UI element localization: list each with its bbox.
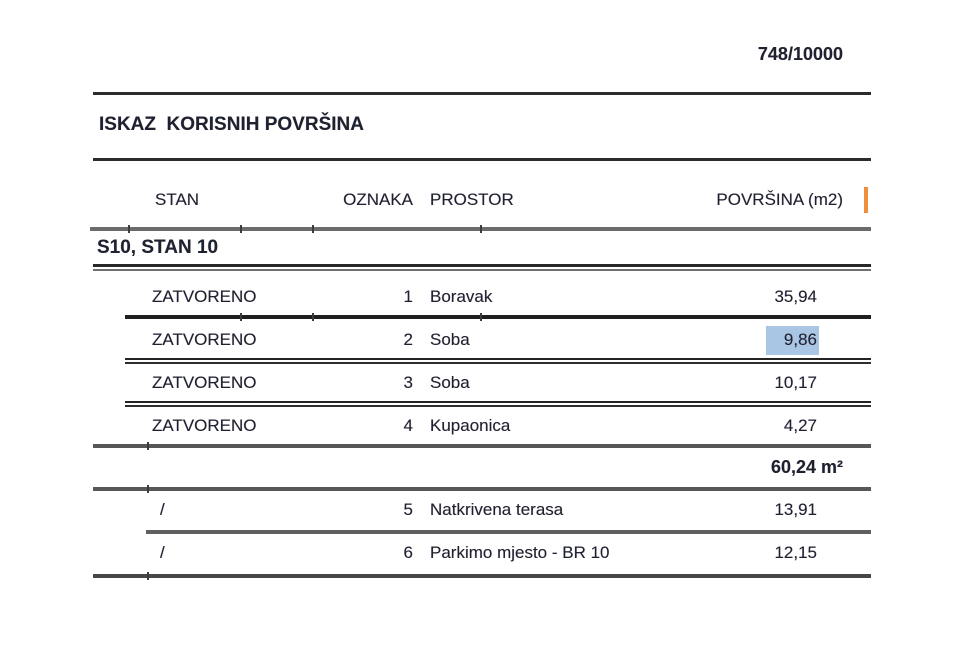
column-tick bbox=[480, 313, 482, 321]
clipped-text-marker bbox=[864, 187, 868, 213]
rule-below-title bbox=[93, 158, 871, 161]
cell-stan: ZATVORENO bbox=[152, 416, 257, 435]
cell-stan: ZATVORENO bbox=[152, 287, 257, 306]
document-number: 748/10000 bbox=[757, 44, 843, 64]
column-header-prostor: PROSTOR bbox=[430, 190, 514, 209]
rule-bottom bbox=[93, 574, 871, 578]
cell-oznaka: 5 bbox=[403, 500, 413, 519]
cell-prostor: Boravak bbox=[430, 287, 493, 306]
subtotal-value: 60,24 m² bbox=[770, 457, 843, 477]
subtotal-rule-bottom bbox=[93, 487, 871, 491]
column-tick bbox=[240, 225, 242, 233]
cell-stan: / bbox=[160, 543, 165, 562]
column-tick bbox=[312, 225, 314, 233]
cell-prostor: Parkimo mjesto - BR 10 bbox=[430, 543, 610, 562]
column-tick bbox=[480, 225, 482, 233]
cell-povrsina: 4,27 bbox=[783, 416, 817, 435]
column-tick bbox=[240, 313, 242, 321]
rule-top bbox=[93, 92, 871, 95]
cell-oznaka: 6 bbox=[403, 543, 413, 562]
column-header-stan: STAN bbox=[155, 190, 200, 209]
cell-stan: ZATVORENO bbox=[152, 330, 257, 349]
table-row bbox=[0, 498, 960, 522]
table-row bbox=[0, 414, 960, 438]
row-rule bbox=[125, 401, 871, 407]
cell-prostor: Kupaonica bbox=[430, 416, 511, 435]
cell-povrsina: 12,15 bbox=[774, 543, 817, 562]
cell-povrsina: 10,17 bbox=[774, 373, 817, 392]
cell-stan: / bbox=[160, 500, 165, 519]
cell-oznaka: 1 bbox=[403, 287, 413, 306]
table-row bbox=[0, 371, 960, 395]
column-header-oznaka: OZNAKA bbox=[343, 190, 413, 209]
column-tick bbox=[147, 442, 149, 450]
column-tick bbox=[128, 225, 130, 233]
row-rule bbox=[125, 315, 871, 319]
rule-below-header bbox=[90, 227, 871, 231]
cell-stan: ZATVORENO bbox=[152, 373, 257, 392]
subtotal-rule-top bbox=[93, 444, 871, 448]
cell-prostor: Natkrivena terasa bbox=[430, 500, 564, 519]
section-title: S10, STAN 10 bbox=[97, 237, 219, 258]
column-tick bbox=[312, 313, 314, 321]
rule-below-section bbox=[93, 264, 871, 271]
column-tick bbox=[147, 485, 149, 493]
cell-prostor: Soba bbox=[430, 373, 470, 392]
table-row bbox=[0, 285, 960, 309]
row-rule bbox=[125, 358, 871, 364]
row-rule bbox=[146, 530, 871, 534]
cell-povrsina: 35,94 bbox=[774, 287, 817, 306]
column-header-povrsina: POVRŠINA (m2) bbox=[716, 190, 843, 209]
cell-povrsina: 13,91 bbox=[774, 500, 817, 519]
column-tick bbox=[147, 572, 149, 580]
cell-oznaka: 4 bbox=[403, 416, 413, 435]
cell-povrsina-selected: 9,86 bbox=[783, 330, 817, 349]
table-row bbox=[0, 541, 960, 565]
page-title: ISKAZ KORISNIH POVRŠINA bbox=[99, 114, 364, 135]
table-row bbox=[0, 328, 960, 352]
cell-oznaka: 2 bbox=[403, 330, 413, 349]
cell-prostor: Soba bbox=[430, 330, 470, 349]
cell-oznaka: 3 bbox=[403, 373, 413, 392]
